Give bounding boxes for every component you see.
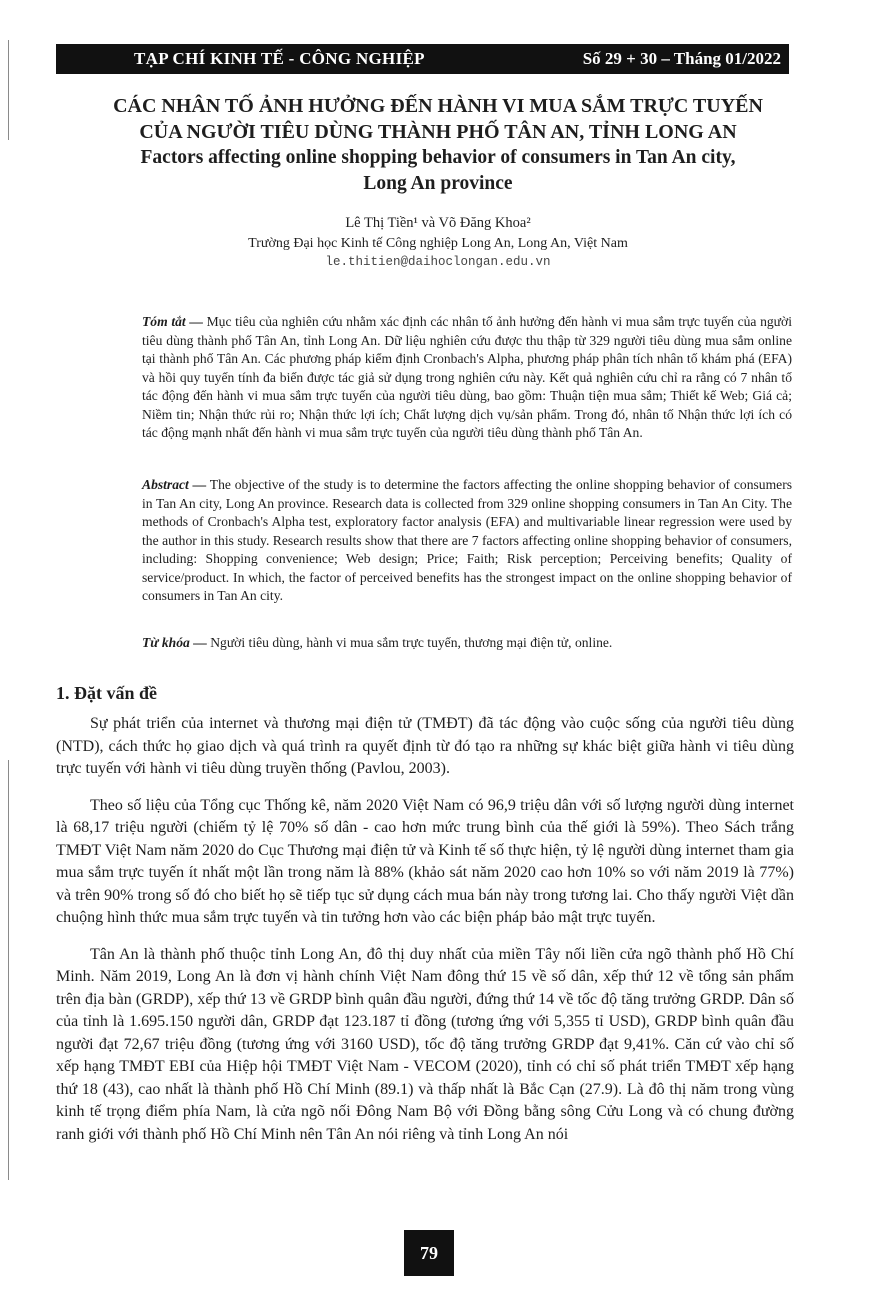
scan-edge-line	[8, 760, 9, 1180]
section-body	[56, 713, 794, 1146]
title-vietnamese-line-2: CỦA NGƯỜI TIÊU DÙNG THÀNH PHỐ TÂN AN, TỈNH LONG AN	[139, 121, 737, 143]
journal-name: TẠP CHÍ KINH TẾ - CÔNG NGHIỆP	[134, 49, 425, 68]
keywords-text: Người tiêu dùng, hành vi mua sắm trực tuyến, thương mại điện tử, online.	[210, 635, 613, 650]
title-english-line-2: Long An province	[363, 173, 513, 194]
affiliation: Trường Đại học Kinh tế Công nghiệp Long An, Long An, Việt Nam	[248, 236, 628, 251]
abstract-english	[142, 476, 792, 606]
title-vietnamese-line-1: CÁC NHÂN TỐ ẢNH HƯỞNG ĐẾN HÀNH VI MUA SẮM TRỰC TUYẾN	[113, 95, 763, 117]
author-email: le.thitien@daihoclongan.edu.vn	[325, 255, 551, 269]
keywords-label: Từ khóa —	[142, 635, 207, 650]
journal-header-bar	[56, 44, 789, 74]
issue-number: Số 29 + 30 – Tháng 01/2022	[582, 49, 781, 68]
paragraph: Theo số liệu của Tổng cục Thống kê, năm 2020 Việt Nam có 96,9 triệu dân với số lượng người dùng internet là 68,17 triệu người (chiếm tỷ lệ 70% số dân - cao hơn mức trung bình của thế giới là 59%). Theo Sách trắng TMĐT Việt Nam năm 2020 do Cục Thương mại điện tử và Kinh tế số thực hiện, tỷ lệ người dùng internet tham gia mua sắm trực tuyến ít nhất một lần trong năm là 88% (khảo sát năm 2020 cao hơn 10% so với năm 2019 là 77%) và trên 90% trong số đó cho biết họ sẽ tiếp tục sử dụng cách mua bán này trong tương lai. Cho thấy người Việt dần chuộng hình thức mua sắm trực tuyến và tin tưởng hơn vào các biện pháp bảo mật trực tuyến.	[56, 796, 794, 926]
authors: Lê Thị Tiền¹ và Võ Đăng Khoa²	[345, 215, 531, 231]
summary-label: Tóm tắt —	[142, 314, 203, 329]
summary-vietnamese	[142, 313, 792, 443]
paragraph: Sự phát triển của internet và thương mại điện tử (TMĐT) đã tác động vào cuộc sống của người tiêu dùng (NTD), cách thức họ giao dịch và quá trình ra quyết định từ đó tạo ra những sự khác biệt giữa hành vi tiêu dùng trực tuyến với hành vi tiêu dùng truyền thống (Pavlou, 2003).	[56, 715, 794, 777]
summary-text: Mục tiêu của nghiên cứu nhằm xác định các nhân tố ảnh hưởng đến hành vi mua sắm trực tuyến của người tiêu dùng thành phố Tân An, tỉnh Long An. Dữ liệu nghiên cứu được thu thập từ 329 người tiêu dùng mua sắm online tại thành phố Tân An. Các phương pháp kiểm định Cronbach's Alpha, phương pháp phân tích nhân tố khám phá (EFA) và hồi quy tuyến tính đa biến được tác giả sử dụng trong nghiên cứu này. Kết quả nghiên cứu chỉ ra rằng có 7 nhân tố tác động đến hành vi mua sắm trực tuyến của người tiêu dùng, bao gồm: Thuận tiện mua sắm; Thiết kế Web; Giá cả; Niềm tin; Nhận thức rủi ro; Nhận thức lợi ích; Chất lượng dịch vụ/sản phẩm. Trong đó, nhân tố Nhận thức lợi ích có tác động mạnh nhất đến hành vi mua sắm trực tuyến của người tiêu dùng thành phố Tân An.	[142, 314, 793, 440]
title-english-line-1: Factors affecting online shopping behavior of consumers in Tan An city,	[140, 147, 736, 168]
abstract-label: Abstract —	[142, 477, 207, 492]
scan-edge-line	[8, 40, 9, 140]
section-heading: 1. Đặt vấn đề	[56, 683, 158, 703]
page-number: 79	[404, 1230, 454, 1276]
abstract-text: The objective of the study is to determine the factors affecting the online shopping behavior of consumers in Tan An city, Long An province. Research data is collected from 329 online shopping consumers in Tan An City. The methods of Cronbach's Alpha test, exploratory factor analysis (EFA) and multivariable linear regression were used by the author in this study. Research results show that there are 7 factors affecting online shopping behavior of consumers, including: Shopping convenience; Web design; Price; Faith; Risk perception; Perceiving benefits; Quality of service/product. In which, the factor of perceived benefits has the strongest impact on the online shopping behavior of consumers in Tan An city.	[142, 477, 793, 603]
keywords	[142, 634, 792, 653]
paragraph: Tân An là thành phố thuộc tỉnh Long An, đô thị duy nhất của miền Tây nối liền cửa ngõ thành phố Hồ Chí Minh. Năm 2019, Long An là đơn vị hành chính Việt Nam đông thứ 15 về số dân, xếp thứ 12 về tổng sản phẩm trên địa bàn (GRDP), xếp thứ 13 về GRDP bình quân đầu người, đứng thứ 14 về tốc độ tăng trưởng GRDP. Dân số của tỉnh là 1.695.150 người dân, GRDP đạt 123.187 tỉ đồng (tương ứng với 5,355 tỉ USD), GRDP bình quân đầu người đạt 72,67 triệu đồng (tương ứng với 3160 USD), tốc độ tăng trưởng GRDP đạt 9,41%. Căn cứ vào chỉ số xếp hạng TMĐT EBI của Hiệp hội TMĐT Việt Nam - VECOM (2020), tỉnh có chỉ số phát triển TMĐT xếp hạng thứ 18 (43), cao nhất là thành phố Hồ Chí Minh (89.1) và thấp nhất là Bắc Cạn (27.9). Là đô thị năm trong vùng kinh tế trọng điểm phía Nam, là cửa ngõ nối Đông Nam Bộ với Đồng bằng sông Cửu Long và có chung đường ranh giới với thành phố Hồ Chí Minh nên Tân An nói riêng và tỉnh Long An nói	[56, 945, 794, 1143]
